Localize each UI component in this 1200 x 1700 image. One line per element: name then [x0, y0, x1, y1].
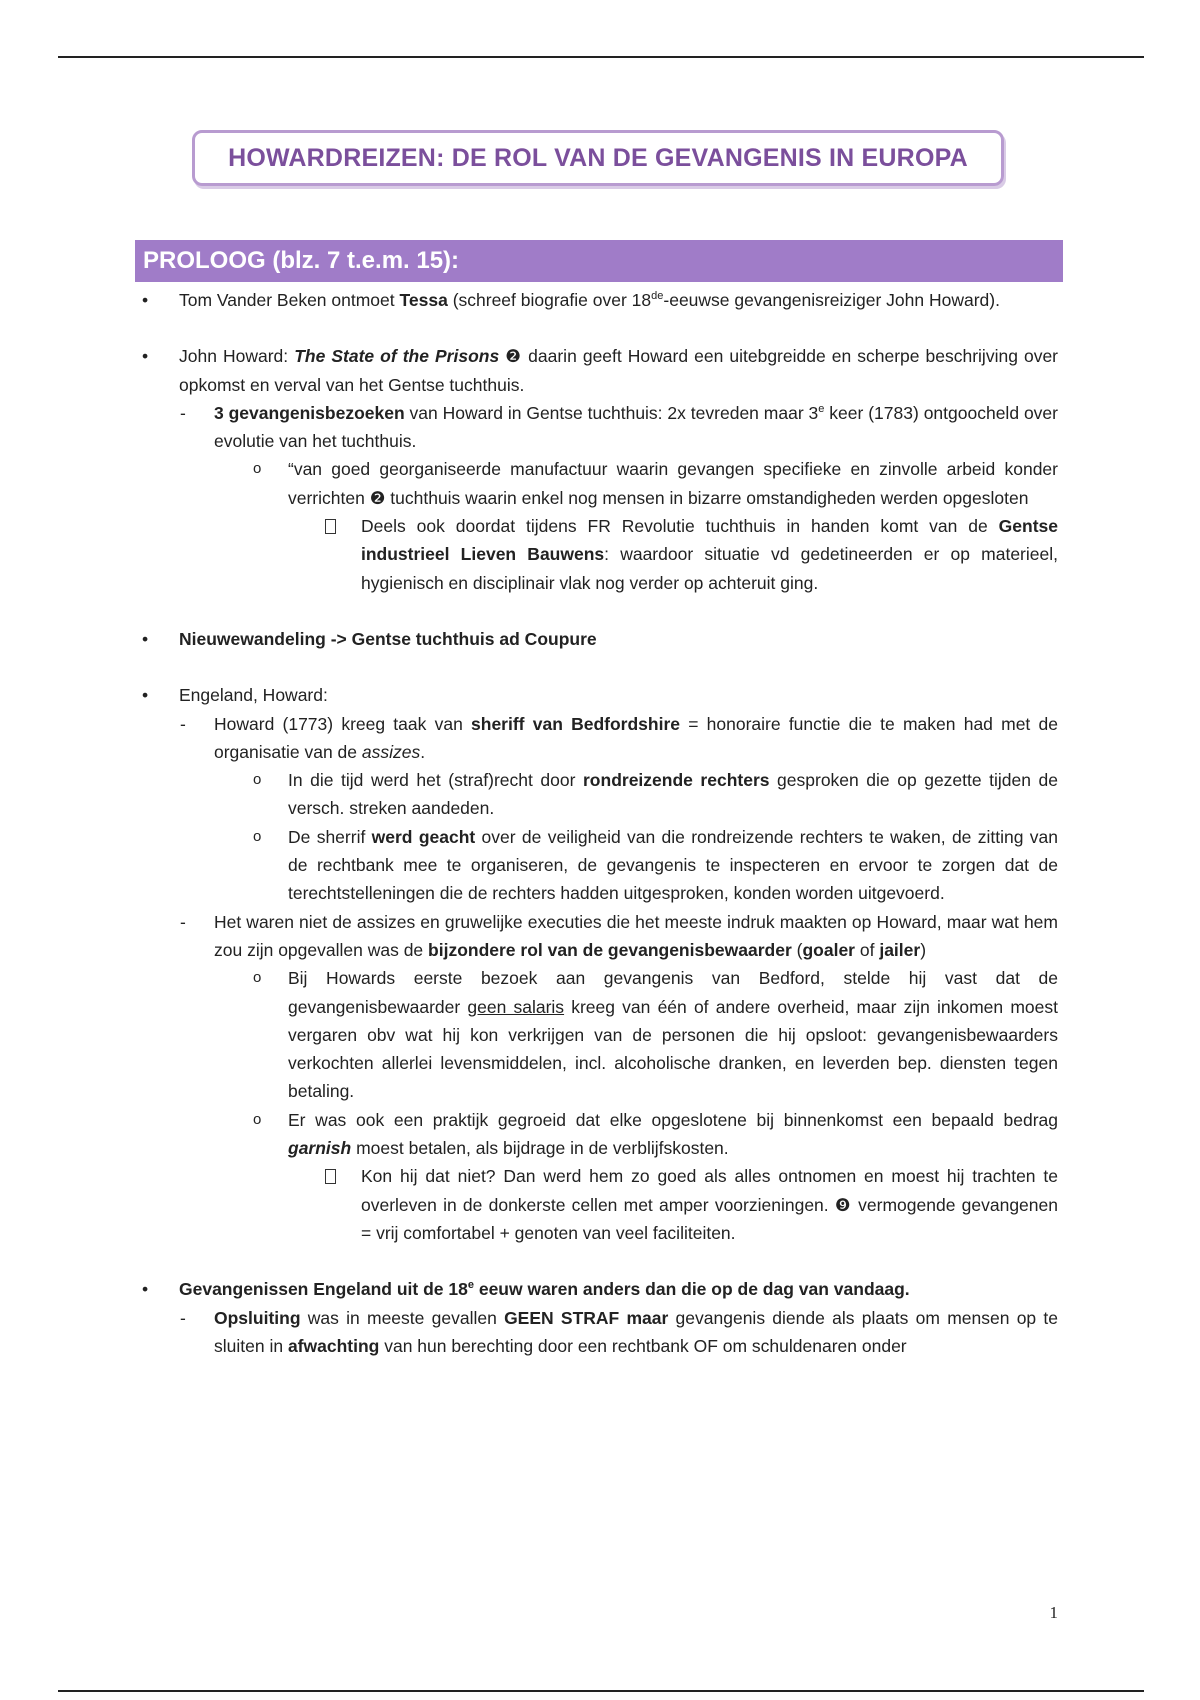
- box-marker-icon: [325, 512, 336, 542]
- list-item: - Het waren niet de assizes en gruwelijke executies die het meeste indruk maakten op Howard, maar wat hem zou zijn opgevallen was de bijzondere rol van de gevangenisbewaarder (goaler of jailer): [214, 908, 1058, 965]
- bullet-marker: •: [142, 1279, 149, 1300]
- dash-marker: -: [180, 402, 186, 423]
- circle-marker: o: [253, 771, 262, 789]
- list-item: • Gevangenissen Engeland uit de 18e eeuw waren anders dan die op de dag van vandaag.: [179, 1275, 1058, 1303]
- list-item: • Nieuwewandeling -> Gentse tuchthuis ad Coupure: [179, 625, 1058, 653]
- bullet-marker: •: [142, 628, 149, 649]
- list-item: - Howard (1773) kreeg taak van sheriff van Bedfordshire = honoraire functie die te maken had met de organisatie van de assizes.: [214, 710, 1058, 767]
- list-item: o Er was ook een praktijk gegroeid dat elke opgeslotene bij binnenkomst een bepaald bedrag garnish moest betalen, als bijdrage in de verblijfskosten.: [288, 1106, 1058, 1163]
- list-item: o Bij Howards eerste bezoek aan gevangenis van Bedford, stelde hij vast dat de gevangenisbewaarder geen salaris kreeg van één of andere overheid, maar zijn inkomen moest vergaren obv wat hij kon verkrijgen van de personen die hij opsloot: gevangenisbewaarders verkochten allerlei levensmiddelen, incl. alcoholische dranken, en leverden bep. diensten tegen betaling.: [288, 964, 1058, 1105]
- list-item: o “van goed georganiseerde manufactuur waarin gevangen specifieke en zinvolle arbeid konder verrichten ❷ tuchthuis waarin enkel nog mensen in bizarre omstandigheden werden opgesloten: [288, 455, 1058, 512]
- list-item: • John Howard: The State of the Prisons ❷ daarin geeft Howard een uitebgreidde en scherpe beschrijving over opkomst en verval van het Gentse tuchthuis.: [179, 342, 1058, 399]
- page-number: 1: [1049, 1603, 1058, 1622]
- document-body: [0, 286, 1200, 1360]
- section-heading: PROLOOG (blz. 7 t.e.m. 15):: [135, 240, 1063, 282]
- list-item: • Engeland, Howard:: [179, 681, 1058, 709]
- box-marker-icon: [325, 1162, 336, 1192]
- bottom-rule: [58, 1690, 1144, 1692]
- arrow-icon: ❷: [369, 487, 386, 508]
- bullet-marker: •: [142, 685, 149, 706]
- circle-marker: o: [253, 969, 262, 987]
- dash-marker: -: [180, 1307, 186, 1328]
- nine-icon: ❾: [834, 1194, 852, 1215]
- circle-marker: o: [253, 827, 262, 845]
- bullet-marker: •: [142, 290, 149, 310]
- top-rule: [58, 56, 1144, 58]
- document-title: HOWARDREIZEN: DE ROL VAN DE GEVANGENIS IN EUROPA: [228, 143, 968, 172]
- list-item: o De sherrif werd geacht over de veiligheid van die rondreizende rechters te waken, de zitting van de rechtbank mee te organiseren, de gevangenis te inspecteren en ervoor te zorgen dat de terechtstelleningen die de rechters hadden uitgesproken, konden worden uitgevoerd.: [288, 823, 1058, 908]
- list-item: o In die tijd werd het (straf)recht door rondreizende rechters gesproken die op gezette tijden de versch. streken aandeden.: [288, 766, 1058, 823]
- document-title-box: [192, 130, 1004, 186]
- dash-marker: -: [180, 911, 186, 932]
- bullet-marker: •: [142, 346, 149, 367]
- list-item: - Opsluiting was in meeste gevallen GEEN STRAF maar gevangenis diende als plaats om mensen op te sluiten in afwachting van hun berechting door een rechtbank OF om schuldenaren onder: [214, 1304, 1058, 1361]
- dash-marker: -: [180, 713, 186, 734]
- list-item: Kon hij dat niet? Dan werd hem zo goed als alles ontnomen en moest hij trachten te overleven in de donkerste cellen met amper voorzieningen. ❾ vermogende gevangenen = vrij comfortabel + genoten van veel faciliteiten.: [361, 1162, 1058, 1247]
- list-item: • Tom Vander Beken ontmoet Tessa (schreef biografie over 18de-eeuwse gevangenisreiziger John Howard).: [179, 286, 1058, 314]
- circle-marker: o: [253, 1110, 262, 1128]
- circle-marker: o: [253, 460, 262, 478]
- arrow-icon: ❷: [505, 346, 523, 367]
- list-item: Deels ook doordat tijdens FR Revolutie tuchthuis in handen komt van de Gentse industrieel Lieven Bauwens: waardoor situatie vd gedetineerden er op materieel, hygienisch en disciplinair vlak nog verder op achteruit ging.: [361, 512, 1058, 597]
- list-item: - 3 gevangenisbezoeken van Howard in Gentse tuchthuis: 2x tevreden maar 3e keer (1783) ontgoocheld over evolutie van het tuchthuis.: [214, 399, 1058, 456]
